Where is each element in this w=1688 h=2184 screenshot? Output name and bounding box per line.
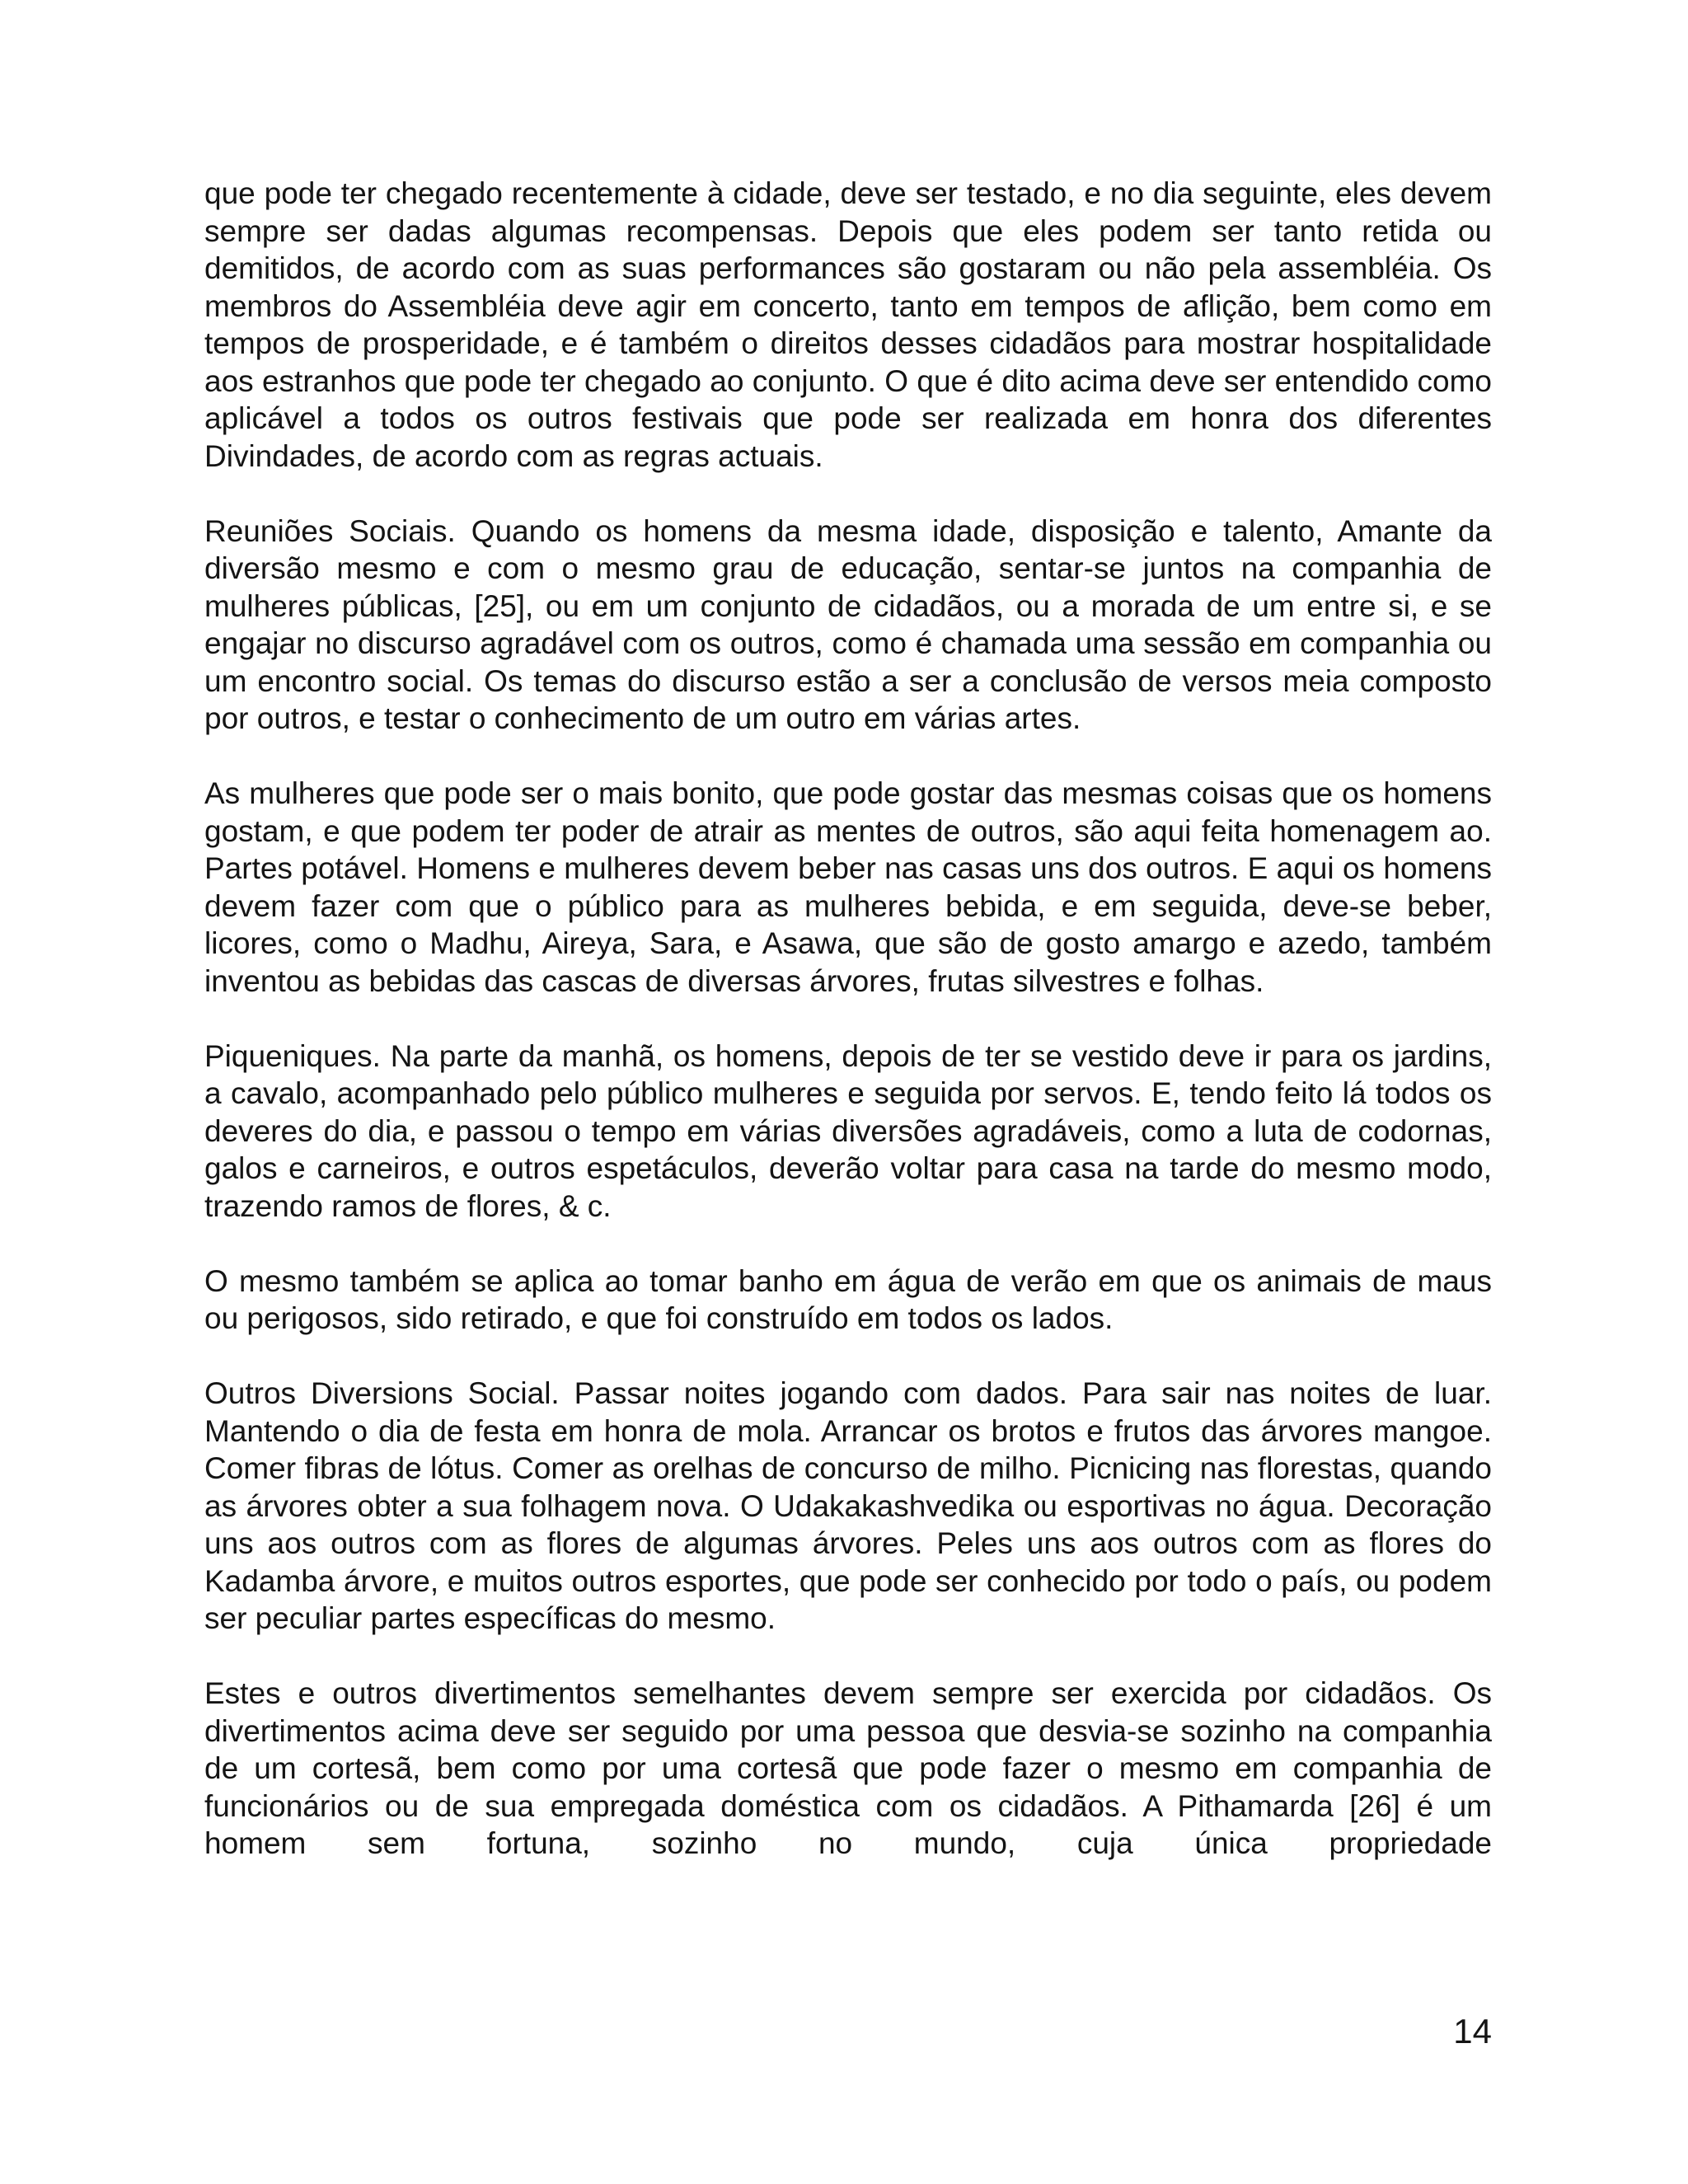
paragraph: Reuniões Sociais. Quando os homens da mesma idade, disposição e talento, Amante da diversão mesmo e com o mesmo grau de educação, sentar-se juntos na companhia de mulheres públicas, [25], ou em um conjunto de cidadãos, ou a morada de um entre si, e se engajar no discurso agradável com os outros, como é chamada uma sessão em companhia ou um encontro social. Os temas do discurso estão a ser a conclusão de versos meia composto por outros, e testar o conhecimento de um outro em várias artes. (204, 513, 1492, 735)
paragraph: Outros Diversions Social. Passar noites jogando com dados. Para sair nas noites de luar. Mantendo o dia de festa em honra de mola. Arrancar os brotos e frutos das árvores mangoe. Comer fibras de lótus. Comer as orelhas de concurso de milho. Picnicing nas florestas, quando as árvores obter a sua folhagem nova. O Udakakashvedika ou esportivas no água. Decoração uns aos outros com as flores de algumas árvores. Peles uns aos outros com as flores do Kadamba árvore, e muitos outros esportes, que pode ser conhecido por todo o país, ou podem ser peculiar partes específicas do mesmo. (204, 1376, 1492, 1635)
paragraph: Piqueniques. Na parte da manhã, os homens, depois de ter se vestido deve ir para os jardins, a cavalo, acompanhado pelo público mulheres e seguida por servos. E, tendo feito lá todos os deveres do dia, e passou o tempo em várias diversões agradáveis, como a luta de codornas, galos e carneiros, e outros espetáculos, deverão voltar para casa na tarde do mesmo modo, trazendo ramos de flores, & c. (204, 1038, 1492, 1223)
page-number: 14 (1453, 2012, 1492, 2050)
body-text (204, 175, 1492, 1900)
paragraph: O mesmo também se aplica ao tomar banho em água de verão em que os animais de maus ou perigosos, sido retirado, e que foi construído em todos os lados. (204, 1263, 1492, 1335)
paragraph: que pode ter chegado recentemente à cidade, deve ser testado, e no dia seguinte, eles devem sempre ser dadas algumas recompensas. Depois que eles podem ser tanto retida ou demitidos, de acordo com as suas performances são gostaram ou não pela assembléia. Os membros do Assembléia deve agir em concerto, tanto em tempos de aflição, bem como em tempos de prosperidade, e é também o direitos desses cidadãos para mostrar hospitalidade aos estranhos que pode ter chegado ao conjunto. O que é dito acima deve ser entendido como aplicável a todos os outros festivais que pode ser realizada em honra dos diferentes Divindades, de acordo com as regras actuais. (204, 176, 1492, 473)
paragraph: As mulheres que pode ser o mais bonito, que pode gostar das mesmas coisas que os homens gostam, e que podem ter poder de atrair as mentes de outros, são aqui feita homenagem ao. Partes potável. Homens e mulheres devem beber nas casas uns dos outros. E aqui os homens devem fazer com que o público para as mulheres bebida, e em seguida, deve-se beber, licores, como o Madhu, Aireya, Sara, e Asawa, que são de gosto amargo e azedo, também inventou as bebidas das cascas de diversas árvores, frutas silvestres e folhas. (204, 776, 1492, 998)
paragraph: Estes e outros divertimentos semelhantes devem sempre ser exercida por cidadãos. Os divertimentos acima deve ser seguido por uma pessoa que desvia-se sozinho na companhia de um cortesã, bem como por uma cortesã que pode fazer o mesmo em companhia de funcionários ou de sua empregada doméstica com os cidadãos. A Pithamarda [26] é um homem sem fortuna, sozinho no mundo, cuja única propriedade (204, 1676, 1492, 1860)
